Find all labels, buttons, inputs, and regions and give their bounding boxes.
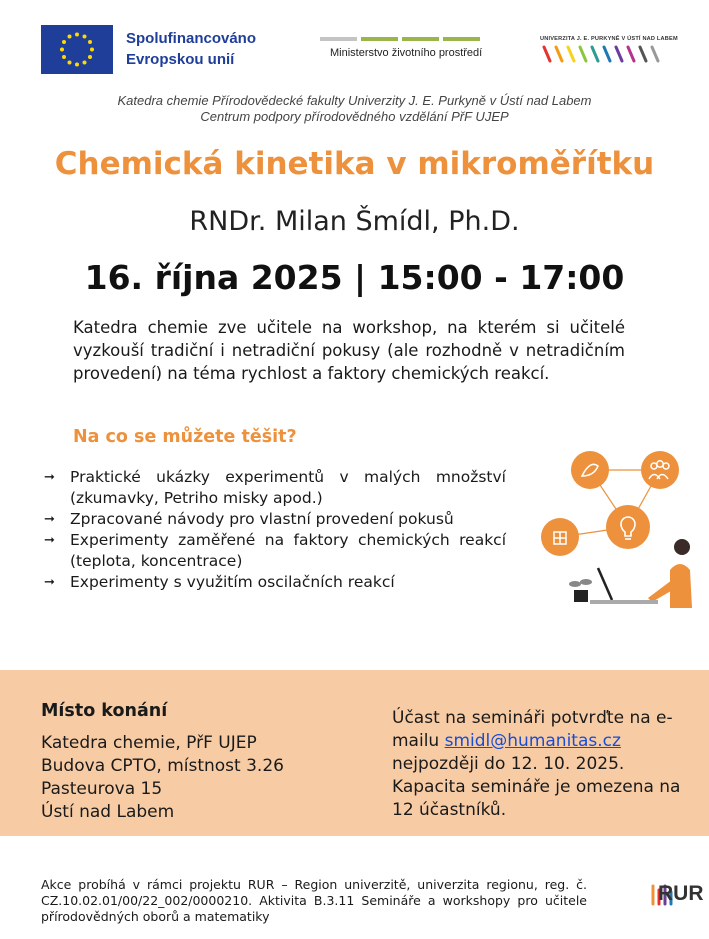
list-item: ➞ Praktické ukázky experimentů v malých množství (zkumavky, Petriho misky apod.) (44, 468, 506, 507)
list-item: ➞ Zpracované návody pro vlastní provedení pokusů (44, 510, 454, 528)
rsvp-text: Účast na semináři potvrďte na e-mailu smidl@humanitas.cz nejpozději do 12. 10. 2025. Kapacita semináře je omezena na 12 účastníků. (392, 708, 681, 820)
arrow-icon: ➞ (44, 470, 55, 485)
institution-line-2: Centrum podpory přírodovědného vzdělání PřF UJEP (200, 109, 509, 124)
venue-address: Katedra chemie, PřF UJEP Budova CPTO, místnost 3.26 Pasteurova 15 Ústí nad Labem (41, 733, 284, 822)
ujep-logo-text: UNIVERZITA J. E. PURKYNĚ V ÚSTÍ NAD LABEM (540, 36, 678, 42)
arrow-icon: ➞ (44, 533, 55, 548)
eu-flag-logo (41, 25, 113, 74)
people-icon (641, 451, 679, 489)
ministry-logo-bar (320, 37, 480, 41)
lightbulb-icon (606, 505, 650, 549)
eu-cofinanced-label: Spolufinancováno Evropskou unií (126, 30, 257, 68)
institution-line-1: Katedra chemie Přírodovědecké fakulty Univerzity J. E. Purkyně v Ústí nad Labem (117, 93, 592, 108)
benefits-list (44, 467, 506, 593)
workshop-illustration (530, 440, 700, 620)
leaf-icon (571, 451, 609, 489)
list-item: ➞ Experimenty s využitím oscilačních reakcí (44, 573, 395, 591)
event-datetime: 16. října 2025 | 15:00 - 17:00 (84, 258, 625, 297)
ujep-logo-stripes (540, 45, 666, 65)
ministry-logo-text: Ministerstvo životního prostředí (330, 47, 483, 59)
rur-logo-text: RUR (658, 882, 704, 905)
venue-heading: Místo konání (41, 701, 168, 721)
list-item: ➞ Experimenty zaměřené na faktory chemických reakcí (teplota, koncentrace) (44, 531, 506, 570)
benefits-heading: Na co se můžete těšit? (73, 427, 297, 447)
event-title: Chemická kinetika v mikroměřítku (54, 146, 655, 182)
arrow-icon: ➞ (44, 512, 55, 527)
arrow-icon: ➞ (44, 575, 55, 590)
speaker-name: RNDr. Milan Šmídl, Ph.D. (189, 206, 520, 237)
project-footer: Akce probíhá v rámci projektu RUR – Region univerzitě, univerzita regionu, reg. č. CZ.10.02.01/00/22_002/0000210. Aktivita B.3.11 Semináře a workshopy pro učitele přírodovědných oborů a matematiky (41, 877, 587, 924)
email-link[interactable]: smidl@humanitas.cz (444, 731, 621, 751)
event-description: Katedra chemie zve učitele na workshop, na kterém si učitelé vyzkouší tradiční i netradiční pokusy (ale rozhodně v netradičním provedení) na téma rychlost a faktory chemických reakcí. (73, 318, 625, 383)
